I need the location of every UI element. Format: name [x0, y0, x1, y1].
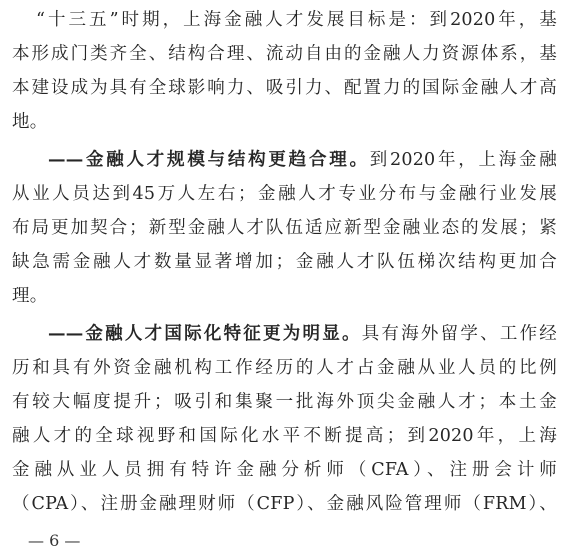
paragraph-2-line-2 — [12, 180, 557, 208]
paragraph-2-line-4 — [12, 248, 557, 276]
paragraph-3-line-4 — [12, 422, 557, 450]
paragraph-2-line-5 — [12, 282, 47, 310]
line-text: 具有海外留学、工作经 — [361, 324, 558, 344]
line-text: “十三五”时期，上海金融人才发展目标是：到2020年，基 — [36, 10, 557, 30]
line-text: 融人才的全球视野和国际化水平不断提高；到2020年，上海 — [12, 426, 557, 446]
paragraph-3-line-6 — [12, 490, 557, 518]
paragraph-2-heading: ——金融人才规模与结构更趋合理。 — [48, 150, 370, 170]
paragraph-2-line-3 — [12, 214, 557, 242]
line-text: 有较大幅度提升；吸引和集聚一批海外顶尖金融人才；本土金 — [12, 392, 557, 412]
paragraph-3-heading: ——金融人才国际化特征更为明显。 — [48, 324, 362, 344]
line-text: 理。 — [12, 286, 48, 306]
line-text: 历和具有外资金融机构工作经历的人才占金融从业人员的比例 — [12, 358, 557, 378]
page-number: — 6 — — [28, 531, 81, 550]
line-text: （CPA）、注册金融理财师（CFP）、金融风险管理师（FRM）、 — [12, 494, 557, 514]
line-text: 到2020年，上海金融 — [369, 150, 557, 170]
line-text: 从业人员达到45万人左右；金融人才专业分布与金融行业发展 — [12, 184, 557, 204]
paragraph-1-line-3 — [12, 74, 557, 102]
line-text: 金融从业人员拥有特许金融分析师（CFA）、注册会计师 — [12, 460, 557, 480]
paragraph-1-line-4 — [12, 108, 47, 136]
line-text: 地。 — [12, 112, 48, 132]
paragraph-3-line-1 — [48, 320, 557, 348]
line-text: 缺急需金融人才数量显著增加；金融人才队伍梯次结构更加合 — [12, 252, 557, 272]
paragraph-1-line-2 — [12, 40, 557, 68]
paragraph-1-line-1 — [36, 6, 557, 34]
paragraph-3-line-5 — [12, 456, 557, 484]
paragraph-3-line-2 — [12, 354, 557, 382]
paragraph-2-line-1 — [48, 146, 557, 174]
line-text: 本建设成为具有全球影响力、吸引力、配置力的国际金融人才高 — [12, 78, 557, 98]
paragraph-3-line-3 — [12, 388, 557, 416]
line-text: 布局更加契合；新型金融人才队伍适应新型金融业态的发展；紧 — [12, 218, 557, 238]
line-text: 本形成门类齐全、结构合理、流动自由的金融人力资源体系，基 — [12, 44, 557, 64]
